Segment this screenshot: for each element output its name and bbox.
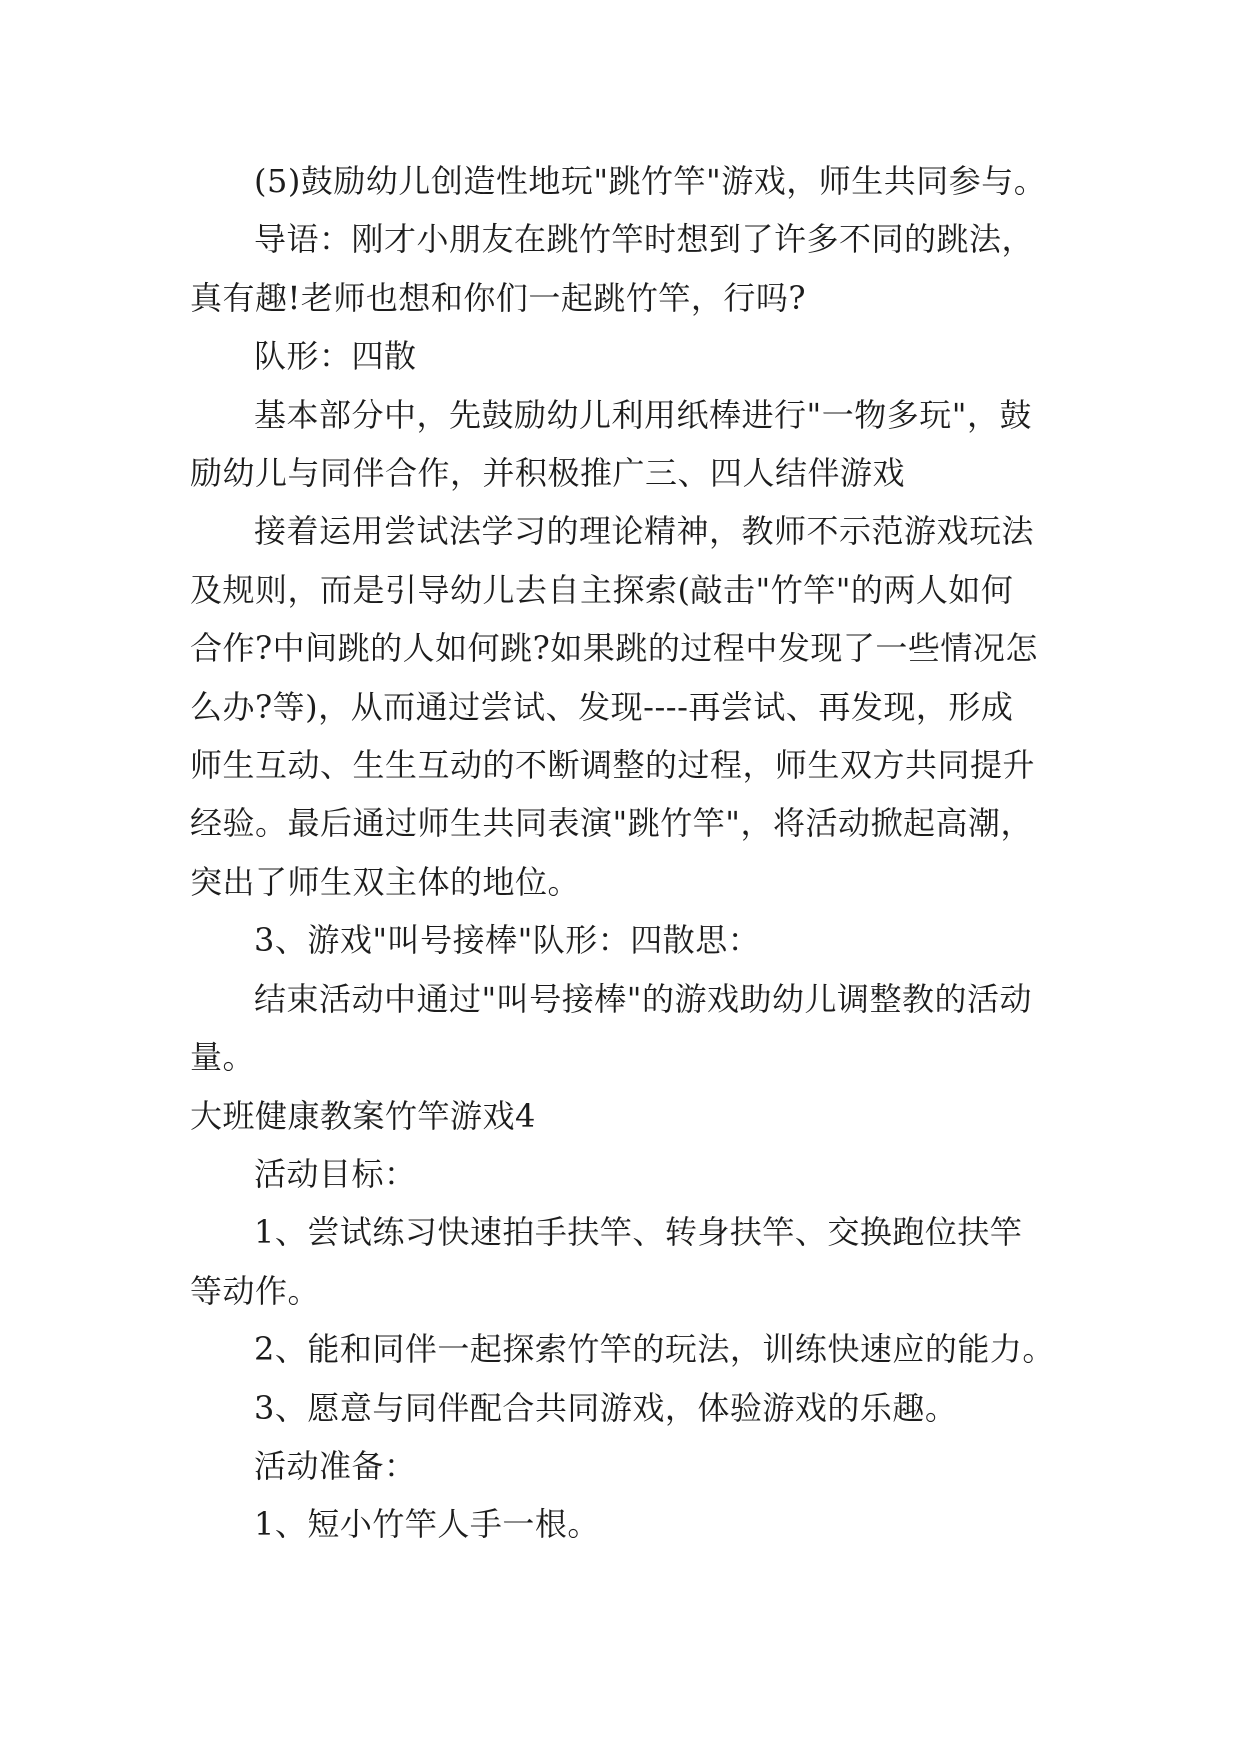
paragraph-line: 2、能和同伴一起探索竹竿的玩法，训练快速应的能力。 bbox=[254, 1330, 1055, 1369]
paragraph-line: 突出了师生双主体的地位。 bbox=[190, 862, 581, 901]
paragraph-line: 经验。最后通过师生共同表演"跳竹竿"，将活动掀起高潮， bbox=[190, 804, 1033, 843]
paragraph-line: (5)鼓励幼儿创造性地玩"跳竹竿"游戏，师生共同参与。 bbox=[254, 162, 1047, 200]
paragraph-line: 1、短小竹竿人手一根。 bbox=[254, 1505, 600, 1544]
document-body bbox=[190, 152, 1070, 1554]
paragraph-line: 么办?等)，从而通过尝试、发现----再尝试、再发现，形成 bbox=[190, 687, 1014, 726]
paragraph-line: 结束活动中通过"叫号接棒"的游戏助幼儿调整教的活动 bbox=[254, 979, 1032, 1018]
paragraph-line: 真有趣!老师也想和你们一起跳竹竿，行吗? bbox=[190, 278, 807, 317]
paragraph-line: 等动作。 bbox=[190, 1271, 321, 1310]
paragraph-line: 导语：刚才小朋友在跳竹竿时想到了许多不同的跳法， bbox=[254, 220, 1035, 259]
paragraph-line: 队形：四散 bbox=[254, 337, 417, 376]
paragraph-line: 3、游戏"叫号接棒"队形：四散思： bbox=[254, 921, 761, 960]
paragraph-line: 活动准备： bbox=[254, 1446, 417, 1485]
paragraph-line: 励幼儿与同伴合作，并积极推广三、四人结伴游戏 bbox=[190, 454, 906, 493]
paragraph-line: 接着运用尝试法学习的理论精神，教师不示范游戏玩法 bbox=[254, 512, 1035, 551]
paragraph-line: 师生互动、生生互动的不断调整的过程，师生双方共同提升 bbox=[190, 746, 1036, 785]
paragraph-line: 1、尝试练习快速拍手扶竿、转身扶竿、交换跑位扶竿 bbox=[254, 1213, 1023, 1252]
paragraph-line: 合作?中间跳的人如何跳?如果跳的过程中发现了一些情况怎 bbox=[190, 629, 1038, 668]
paragraph-line: 量。 bbox=[190, 1038, 256, 1077]
paragraph-line: 3、愿意与同伴配合共同游戏，体验游戏的乐趣。 bbox=[254, 1388, 958, 1427]
paragraph-line: 及规则，而是引导幼儿去自主探索(敲击"竹竿"的两人如何 bbox=[190, 570, 1014, 609]
paragraph-line: 活动目标： bbox=[254, 1154, 417, 1193]
paragraph-line: 基本部分中，先鼓励幼儿利用纸棒进行"一物多玩"，鼓 bbox=[254, 395, 1032, 434]
section-heading: 大班健康教案竹竿游戏4 bbox=[190, 1096, 536, 1135]
